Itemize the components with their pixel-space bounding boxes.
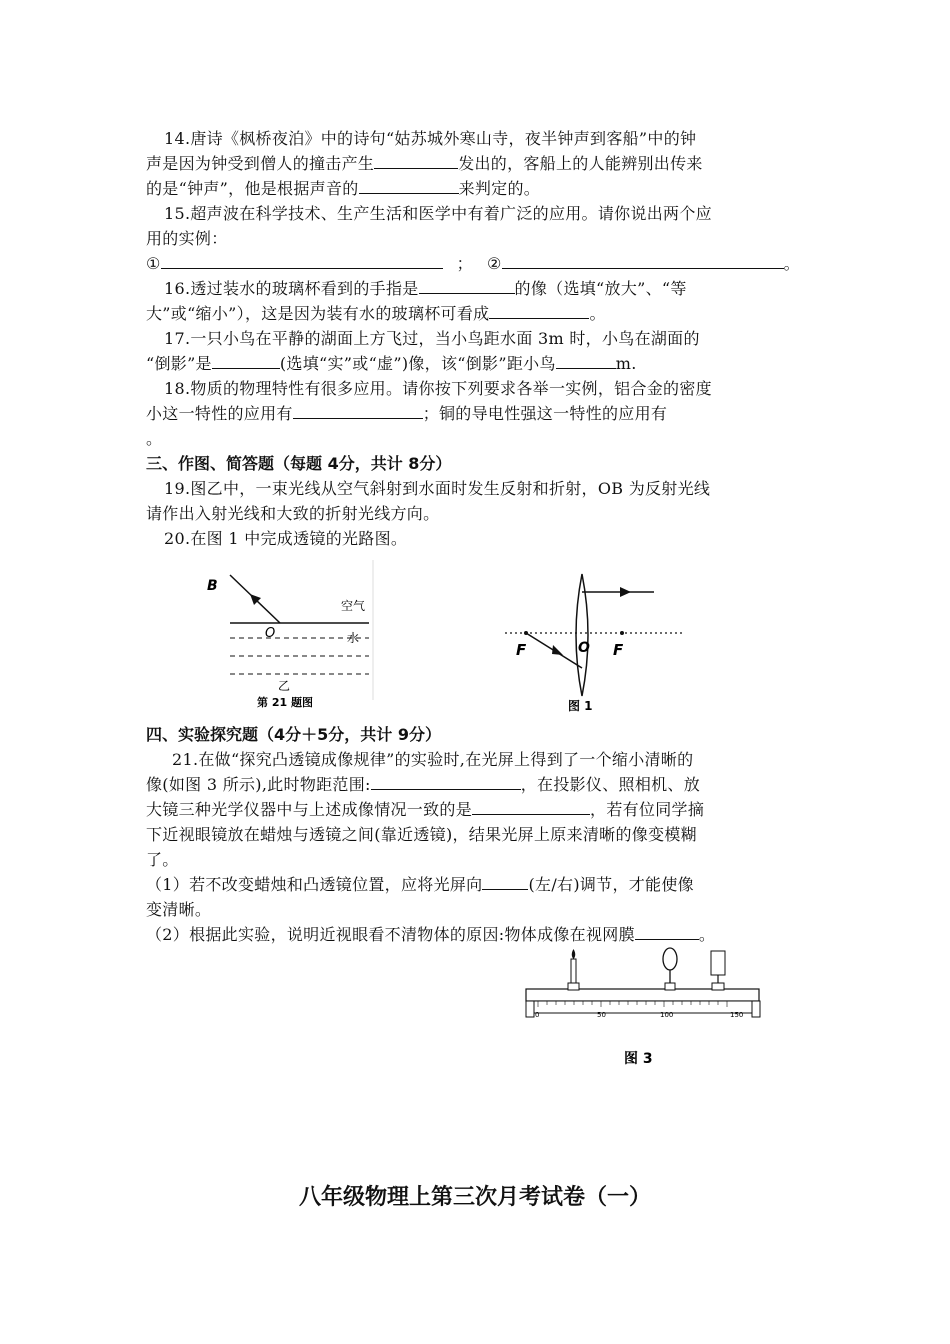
q15-line1: 15.超声波在科学技术、生产生活和医学中有着广泛的应用。请你说出两个应 (164, 204, 712, 223)
section-3-heading: 三、作图、简答题（每题 4分，共计 8分） (146, 454, 452, 473)
q21-sub1-line2: 变清晰。 (146, 900, 212, 919)
q19-line2: 请作出入射光线和大致的折射光线方向。 (146, 504, 440, 523)
next-exam-title: 八年级物理上第三次月考试卷（一） (298, 1185, 651, 1210)
bench-top (526, 989, 759, 1001)
q20-text: 20.在图 1 中完成透镜的光路图。 (164, 529, 408, 548)
q15-line3: ① ； ② 。 (146, 251, 814, 276)
q18-blank-1[interactable] (293, 401, 423, 419)
q14-blank-1[interactable] (374, 151, 458, 169)
q21-blank-2[interactable] (472, 797, 590, 815)
q21-line5: 了。 (146, 850, 179, 869)
q16-line1: 16.透过装水的玻璃杯看到的手指是 的像（选填“放大”、“等 (146, 276, 814, 301)
tick-150: 150 (730, 1011, 744, 1019)
label-O-lens: O (578, 640, 590, 656)
q21-sub1-line1: （1）若不改变蜡烛和凸透镜位置，应将光屏向 (左/右)调节，才能使像 (146, 872, 814, 897)
light-screen (711, 951, 725, 975)
q14-line2: 声是因为钟受到僧人的撞击产生 发出的，客船上的人能辨别出传来 (146, 151, 814, 176)
tick-0: 0 (535, 1011, 540, 1019)
focus-point-left (524, 631, 528, 635)
q21-blank-1[interactable] (371, 772, 521, 790)
q17-blank-2[interactable] (556, 351, 616, 369)
q18-line3: 。 (146, 429, 163, 448)
q21-line4: 下近视眼镜放在蜡烛与透镜之间(靠近透镜)，结果光屏上原来清晰的像变模糊 (146, 825, 697, 844)
tick-50: 50 (597, 1011, 606, 1019)
bench-leg-right (752, 1001, 760, 1017)
q21-line2: 像(如图 3 所示),此时物距范围: ，在投影仪、照相机、放 (146, 772, 814, 797)
q17-line2: “倒影”是 (选填“实”或“虚”)像，该“倒影”距小鸟 m. (146, 351, 814, 376)
q16-blank-2[interactable] (489, 301, 589, 319)
q14-line3: 的是“钟声”，他是根据声音的 来判定的。 (146, 176, 814, 201)
q14-line1: 14.唐诗《枫桥夜泊》中的诗句“姑苏城外寒山寺，夜半钟声到客船”中的钟 (164, 129, 697, 148)
q19-line1: 19.图乙中，一束光线从空气斜射到水面时发生反射和折射，OB 为反射光线 (164, 479, 711, 498)
candle-flame-icon (572, 949, 576, 959)
q14-blank-2[interactable] (359, 176, 459, 194)
q18-line2: 小这一特性的应用有 ；铜的导电性强这一特性的应用有 (146, 401, 814, 426)
q21-sub2: （2）根据此实验，说明近视眼看不清物体的原因:物体成像在视网膜 。 (146, 922, 814, 947)
label-F-left: F (516, 641, 527, 659)
q21-blank-3[interactable] (482, 872, 528, 890)
q21-line1: 21.在做“探究凸透镜成像规律”的实验时,在光屏上得到了一个缩小清晰的 (172, 750, 694, 769)
q15-blank-2[interactable] (502, 251, 784, 269)
q15-line2: 用的实例： (146, 229, 228, 248)
label-F-right: F (613, 641, 624, 659)
bench-scale (534, 1001, 752, 1013)
q16-line2: 大”或“缩小”），这是因为装有水的玻璃杯可看成 。 (146, 301, 814, 326)
ray-arrow-icon (620, 587, 631, 597)
label-O: O (265, 626, 276, 641)
figure-1-caption: 图 1 (568, 699, 593, 713)
candle-holder (568, 983, 579, 990)
candle (571, 959, 576, 983)
section-4-heading: 四、实验探究题（4分＋5分，共计 9分） (146, 725, 441, 744)
tick-100: 100 (660, 1011, 674, 1019)
figure-1-lens-diagram (500, 570, 690, 715)
q17-line1: 17.一只小鸟在平静的湖面上方飞过，当小鸟距水面 3m 时，小鸟在湖面的 (164, 329, 700, 348)
q21-line3: 大镜三种光学仪器中与上述成像情况一致的是 ，若有位同学摘 (146, 797, 814, 822)
label-B: B (207, 578, 218, 594)
q18-line1: 18.物质的物理特性有很多应用。请你按下列要求各举一实例，铝合金的密度 (164, 379, 712, 398)
ray-arrow-icon (552, 645, 563, 655)
label-water: 水 (347, 631, 360, 645)
figure-21-caption: 第 21 题图 (257, 696, 313, 709)
figure-3-caption: 图 3 (624, 1051, 653, 1067)
q17-blank-1[interactable] (212, 351, 280, 369)
label-yi: 乙 (278, 679, 291, 693)
lens-holder (665, 983, 675, 990)
label-air: 空气 (341, 599, 366, 613)
q15-blank-1[interactable] (161, 251, 443, 269)
q16-blank-1[interactable] (419, 276, 515, 294)
lens-ring (663, 948, 677, 970)
focus-point-right (620, 631, 624, 635)
figure-21-diagram (195, 560, 380, 712)
q21-blank-4[interactable] (635, 922, 699, 940)
bench-leg-left (526, 1001, 534, 1017)
figure-3-optical-bench (520, 945, 770, 1070)
screen-holder (712, 983, 724, 990)
